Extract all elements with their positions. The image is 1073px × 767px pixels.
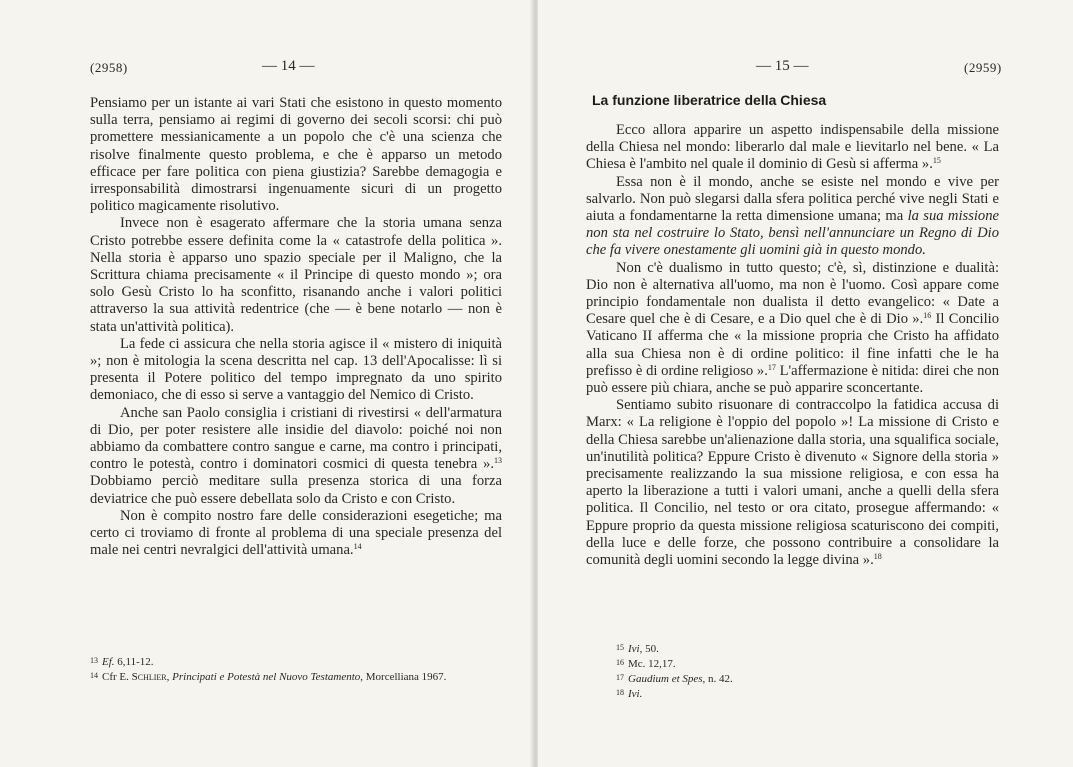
footnote-source: Principati e Potestà nel Nuovo Testamento bbox=[172, 671, 361, 683]
footnote-number: 15 bbox=[616, 643, 624, 652]
paragraph bbox=[586, 260, 999, 398]
paragraph-text: Essa non è il mondo, anche se esiste nel mondo e vive per salvarlo. Non può slegarsi dalla sfera politica perché vive negli Stati e aiuta a fondamentarne la retta dimensione umana; ma bbox=[586, 173, 999, 225]
right-body-text bbox=[586, 122, 999, 569]
footnote-number: 17 bbox=[616, 673, 624, 682]
footnote bbox=[90, 654, 502, 669]
paragraph: Pensiamo per un istante ai vari Stati che esistono in questo momento sulla terra, pensiamo ai regimi di governo dei secoli scorsi: chi può promettere messianicamente a un popolo che c'è una scienza che risolve finalmente questo problema, e che è apparso un metodo efficace per fare politica con piena giustizia? Sarebbe demagogia e irresponsabilità dimostrarsi ingenuamente sicuri di un progetto politico magicamente risolutivo. bbox=[90, 95, 502, 215]
footnote-text: , 50. bbox=[639, 643, 659, 655]
footnote-source: Ef. bbox=[102, 656, 115, 668]
footnote bbox=[616, 641, 996, 656]
paragraph-text: Il Concilio Vaticano II afferma che « la missione propria che Cristo ha affidato alla sua Chiesa non è di ordine politico: il fine infatti che le ha prefisso è di ordine religioso ». bbox=[586, 311, 999, 379]
left-footnotes bbox=[90, 654, 502, 684]
footnote-number: 18 bbox=[616, 688, 624, 697]
footnote-number: 13 bbox=[90, 656, 98, 665]
footnote-ref: 17 bbox=[767, 362, 776, 372]
footnote-ref: 16 bbox=[923, 311, 932, 321]
paragraph-text: Ecco allora apparire un aspetto indispensabile della missione della Chiesa nel mondo: liberarlo dal male e lievitarlo nel bene. « La Chiesa è l'ambito nel quale il dominio di Gesù si afferma ». bbox=[586, 122, 999, 173]
paragraph-italic: la sua missione non sta nel costruire lo Stato, bensì nell'annunciare un Regno di Dio che fa vivere onestamente gli uomini già in questo mondo. bbox=[586, 208, 999, 259]
footnote-source: Gaudium et Spes bbox=[628, 673, 703, 685]
footnote-ref: 14 bbox=[353, 542, 362, 552]
footnote-text: , Morcelliana 1967. bbox=[360, 671, 447, 683]
right-running-number: (2959) bbox=[964, 60, 1002, 75]
footnote-text: 6,11-12. bbox=[114, 656, 154, 668]
footnote-ref: 15 bbox=[932, 156, 941, 166]
footnote-source: Ivi. bbox=[628, 688, 643, 700]
left-page-number: — 14 — bbox=[262, 58, 315, 74]
right-page-number: — 15 — bbox=[756, 58, 809, 74]
paragraph-text: Sentiamo subito risuonare di contraccolpo la fatidica accusa di Marx: « La religione è l'oppio del popolo »! La missione di Cristo e della Chiesa sarebbe un'alienazione dalla storia, una squalifica sociale, un'inutilità politica? Eppure Cristo è divenuto « Signore della storia » precisamente realizzando la sua missione religiosa, e con essa ha aperto la liberazione a tutti i valori umani, anche a quelli della sfera politica. Il Concilio, nel testo or ora citato, prosegue affermando: « Eppure proprio da questa missione religiosa scaturiscono dei compiti, della luce e delle forze, che possono contribuire a consolidare la comunità degli uomini secondo la legge divina ». bbox=[586, 397, 999, 569]
paragraph-text: L'affermazione è nitida: direi che non può essere più chiara, anche se può apparire sconcertante. bbox=[586, 362, 999, 397]
paragraph: Invece non è esagerato affermare che la storia umana senza Cristo potrebbe essere definita come la « catastrofe della politica ». Nella storia è apparso uno spazio speciale per il Maligno, che la Scrittura chiama precisamente « il Principe di questo mondo »; ora solo Gesù Cristo lo ha sconfitto, risanando anche i valori politici attraverso la sua attività redentrice (che — è bene notarlo — non è stata un'attività politica). bbox=[90, 215, 502, 335]
right-page bbox=[538, 0, 1073, 767]
paragraph-text: Anche san Paolo consiglia i cristiani di rivestirsi « dell'armatura di Dio, per poter resistere alle insidie del diavolo: poiché noi non abbiamo da combattere contro sangue e carne, ma contro i principati, contro le potestà, contro i dominatori cosmici di questa tenebra ». bbox=[90, 404, 502, 473]
footnote-text: Mc. 12,17. bbox=[628, 658, 676, 670]
right-footnotes bbox=[616, 641, 996, 701]
footnote-number: 14 bbox=[90, 671, 98, 680]
footnote-text: Cfr E. bbox=[102, 671, 132, 683]
paragraph-text: Non c'è dualismo in tutto questo; c'è, sì, distinzione e dualità: Dio non è alternativa all'uomo, ma non è l'uomo. Così appare come principio fondamentale non dualista il detto evangelico: « Date a Cesare quel che è di Cesare, e a Dio quel che è di Dio ». bbox=[586, 259, 999, 328]
footnote-ref: 13 bbox=[494, 456, 502, 466]
left-body-text bbox=[90, 95, 502, 559]
footnote-number: 16 bbox=[616, 658, 624, 667]
paragraph-text: Non è compito nostro fare delle considerazioni esegetiche; ma certo ci troviamo di fronte al problema di una speciale presenza del male nei centri nevralgici dell'attività umana. bbox=[90, 507, 502, 559]
footnote-text: , n. 42. bbox=[702, 673, 733, 685]
left-running-number: (2958) bbox=[90, 60, 128, 75]
footnote-ref: 18 bbox=[873, 552, 882, 562]
left-page bbox=[0, 0, 532, 767]
paragraph-text: Dobbiamo perciò meditare sulla presenza storica di una forza deviatrice che può essere debellata solo da Cristo e con Cristo. bbox=[90, 473, 502, 507]
section-title: La funzione liberatrice della Chiesa bbox=[592, 92, 827, 108]
footnote bbox=[616, 656, 996, 671]
paragraph bbox=[586, 174, 999, 260]
footnote-source: Ivi bbox=[628, 643, 640, 655]
footnote: 14 Cfr E. Schlier, Principati e Potestà nel Nuovo Testamento, Morcelliana 1967. bbox=[90, 671, 447, 683]
paragraph bbox=[90, 405, 502, 508]
footnote bbox=[616, 671, 996, 686]
footnote bbox=[616, 686, 996, 701]
footnote-author: Schlier bbox=[131, 671, 167, 683]
paragraph bbox=[90, 508, 502, 560]
paragraph bbox=[586, 122, 999, 174]
paragraph: La fede ci assicura che nella storia agisce il « mistero di iniquità »; non è mitologia la scena descritta nel cap. 13 dell'Apocalisse: lì si presenta il Potere politico del tempo impregnato da uno spirito demoniaco, che di esso si serve a vantaggio del Nemico di Cristo. bbox=[90, 335, 502, 404]
paragraph bbox=[586, 397, 999, 569]
